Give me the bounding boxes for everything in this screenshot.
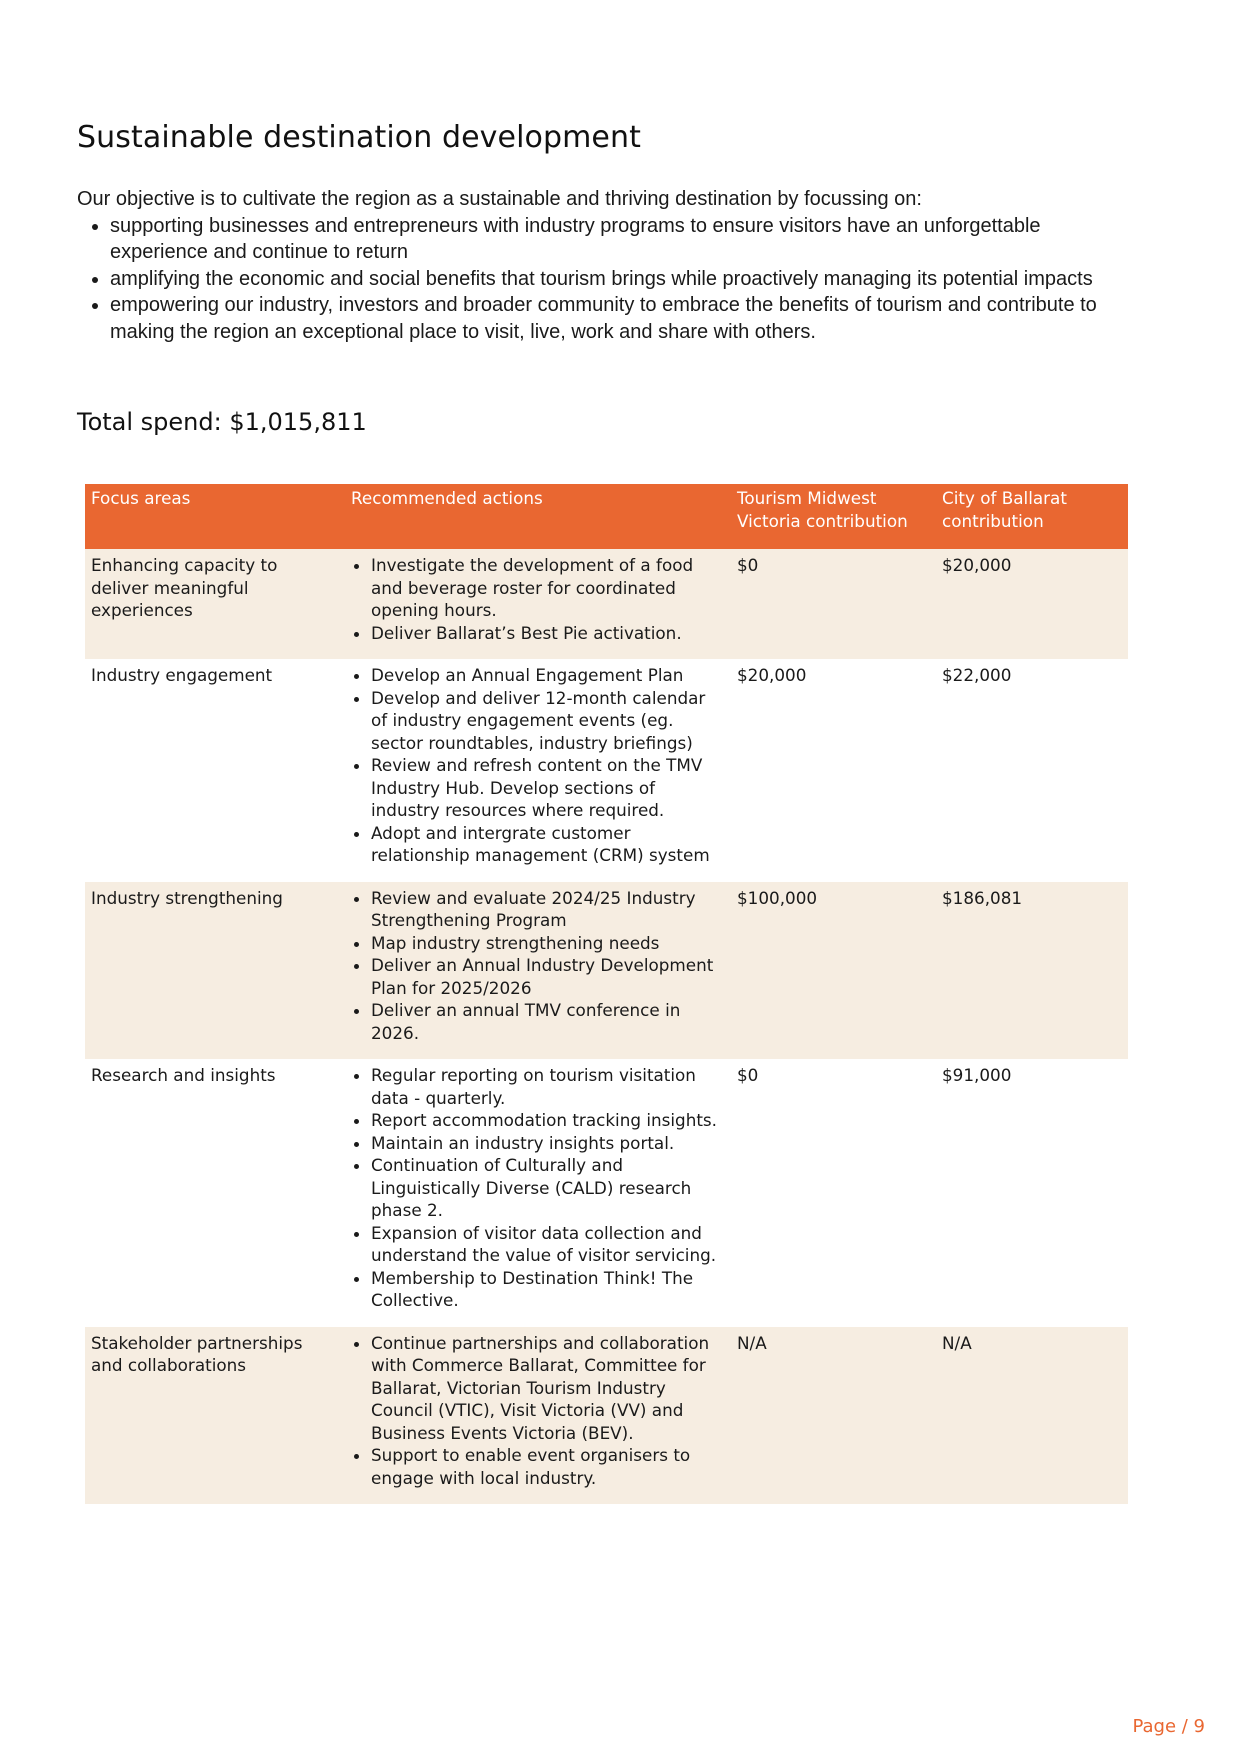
table-header-row [85,484,1128,549]
intro-bullet: • amplifying the economic and social benefits that tourism brings while proactively managing its potential impacts [110,266,1117,293]
intro-section [77,186,1117,346]
action-item: • Support to enable event organisers to engage with local industry. [371,1444,725,1489]
actions-cell [345,882,731,1060]
action-item: • Develop an Annual Engagement Plan [371,664,725,687]
actions-table [85,484,1128,1504]
table-row [85,659,1128,882]
header-tmv-contribution: Tourism Midwest Victoria contribution [731,484,936,549]
action-item: • Adopt and intergrate customer relationship management (CRM) system [371,822,725,867]
ballarat-contribution-cell: $22,000 [942,665,1012,685]
focus-area-cell: Industry strengthening [85,882,345,1060]
page-number: Page / 9 [1132,1716,1205,1737]
action-item: • Continue partnerships and collaboration with Commerce Ballarat, Committee for Ballarat, Victorian Tourism Industry Council (VTIC), Visit Victoria (VV) and Business Events Victoria (BEV). [371,1332,725,1445]
focus-area-cell: Research and insights [91,1065,276,1085]
tmv-contribution-cell: $0 [737,1065,759,1085]
table-row [85,882,1128,1060]
action-item: • Maintain an industry insights portal. [371,1132,725,1155]
header-recommended-actions: Recommended actions [345,484,731,549]
table-row [85,1059,1128,1327]
focus-area-cell: Industry engagement [91,665,273,685]
header-focus-areas: Focus areas [85,484,345,549]
actions-cell [345,1059,731,1327]
ballarat-contribution-cell: $91,000 [942,1065,1012,1085]
tmv-contribution-cell: $0 [731,549,936,659]
actions-cell [345,549,731,659]
total-spend-heading: Total spend: $1,015,811 [77,408,367,436]
action-item: • Map industry strengthening needs [371,932,725,955]
table-row [85,549,1128,659]
action-item: • Deliver an Annual Industry Development Plan for 2025/2026 [371,954,725,999]
action-item: • Investigate the development of a food and beverage roster for coordinated opening hours. [371,554,725,622]
ballarat-contribution-cell: N/A [936,1327,1128,1505]
action-item: • Deliver Ballarat’s Best Pie activation. [371,622,725,645]
ballarat-contribution-cell: $186,081 [936,882,1128,1060]
header-ballarat-contribution: City of Ballarat contribution [936,484,1128,549]
intro-bullet-list [77,213,1117,346]
action-item: • Regular reporting on tourism visitation data - quarterly. [371,1064,725,1109]
action-item: • Continuation of Culturally and Linguistically Diverse (CALD) research phase 2. [371,1154,725,1222]
action-item: • Review and evaluate 2024/25 Industry Strengthening Program [371,887,725,932]
ballarat-contribution-cell: $20,000 [936,549,1128,659]
tmv-contribution-cell: N/A [731,1327,936,1505]
action-item: • Expansion of visitor data collection and understand the value of visitor servicing. [371,1222,725,1267]
actions-cell [345,659,731,882]
page-title: Sustainable destination development [77,120,641,155]
intro-lead: Our objective is to cultivate the region as a sustainable and thriving destination by focussing on: [77,188,922,210]
action-item: • Deliver an annual TMV conference in 2026. [371,999,725,1044]
action-item: • Review and refresh content on the TMV Industry Hub. Develop sections of industry resources where required. [371,754,725,822]
action-item: • Develop and deliver 12-month calendar of industry engagement events (eg. sector roundtables, industry briefings) [371,687,725,755]
intro-bullet: • empowering our industry, investors and broader community to embrace the benefits of tourism and contribute to making the region an exceptional place to visit, live, work and share with others. [110,292,1117,345]
focus-area-cell: Stakeholder partnerships and collaborations [85,1327,345,1505]
intro-bullet: • supporting businesses and entrepreneurs with industry programs to ensure visitors have an unforgettable experience and continue to return [110,213,1117,266]
focus-area-cell: Enhancing capacity to deliver meaningful experiences [85,549,345,659]
action-item: • Report accommodation tracking insights. [371,1109,725,1132]
table-row [85,1327,1128,1505]
tmv-contribution-cell: $100,000 [731,882,936,1060]
action-item: • Membership to Destination Think! The Collective. [371,1267,725,1312]
tmv-contribution-cell: $20,000 [737,665,807,685]
actions-cell [345,1327,731,1505]
